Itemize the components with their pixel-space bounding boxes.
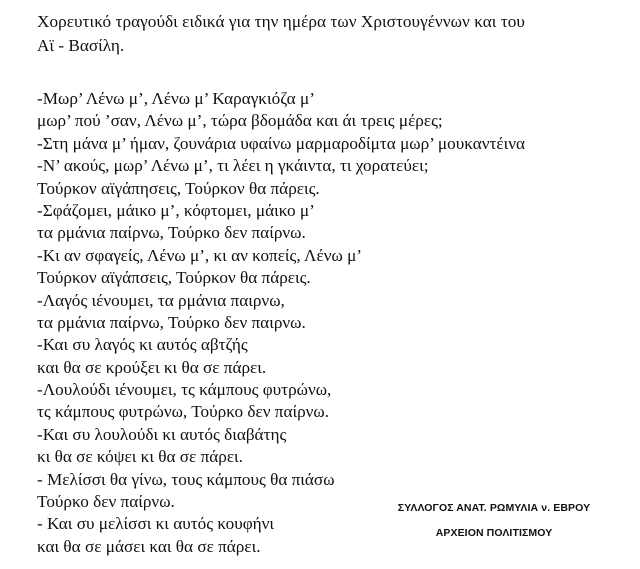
lyric-line: και θα σε κρούξει κι θα σε πάρει. — [37, 357, 267, 377]
lyric-line: και θα σε μάσει και θα σε πάρει. — [37, 536, 261, 556]
lyric-line: -Κι αν σφαγείς, Λένω μ’, κι αν κοπείς, Λένω μ’ — [37, 245, 363, 265]
lyric-line: -Λουλούδι ιένουμει, τς κάμπους φυτρώνω, — [37, 380, 332, 400]
lyric-line: -Σφάζομει, μάικο μ’, κόφτομει, μάικο μ’ — [37, 200, 315, 220]
lyric-line: - Και συ μελίσσι κι αυτός κουφήνι — [37, 514, 275, 534]
lyric-line: τα ρμάνια παίρνω, Τούρκο δεν παιρνω. — [37, 312, 306, 332]
credit-association: ΣΥΛΛΟΓΟΣ ΑΝΑΤ. ΡΩΜΥΛΙΑ ν. ΕΒΡΟΥ — [397, 502, 591, 514]
intro-paragraph — [37, 10, 632, 58]
intro-line-1: Χορευτικό τραγούδι ειδικά για την ημέρα των Χριστουγέννων και του — [37, 12, 525, 31]
lyric-line: -Και συ λαγός κι αυτός αβτζής — [37, 335, 248, 355]
lyric-line: - Μελίσσι θα γίνω, τους κάμπους θα πιάσω — [37, 469, 335, 489]
lyric-line: -Μωρ’ Λένω μ’, Λένω μ’ Καραγκιόζα μ’ — [37, 89, 315, 108]
intro-line-2: Αϊ - Βασίλη. — [37, 36, 125, 55]
lyric-line: τς κάμπους φυτρώνω, Τούρκο δεν παίρνω. — [37, 402, 330, 422]
credit-archive: ΑΡΧΕΙΟΝ ΠΟΛΙΤΙΣΜΟΥ — [435, 527, 553, 539]
lyric-line: -Στη μάνα μ’ ήμαν, ζουνάρια υφαίνω μαρμαροδίμτα μωρ’ μουκαντέινα — [37, 133, 526, 153]
lyric-line: κι θα σε κόψει κι θα σε πάρει. — [37, 447, 243, 467]
lyric-line: -Και συ λουλούδι κι αυτός διαβάτης — [37, 424, 287, 444]
song-lyrics — [37, 88, 637, 558]
lyric-line: Τούρκο δεν παίρνω. — [37, 492, 175, 512]
lyric-line: Τούρκον αϊγάπησεις, Τούρκον θα πάρεις. — [37, 178, 320, 198]
lyric-line: -Λαγός ιένουμει, τα ρμάνια παιρνω, — [37, 290, 285, 310]
lyric-line: τα ρμάνια παίρνω, Τούρκο δεν παίρνω. — [37, 223, 306, 243]
lyric-line: Τούρκον αϊγάπσεις, Τούρκον θα πάρεις. — [37, 268, 311, 288]
lyric-line: -Ν’ ακούς, μωρ’ Λένω μ’, τι λέει η γκάιντα, τι χορατεύει; — [37, 156, 429, 176]
lyric-line: μωρ’ πού ’σαν, Λένω μ’, τώρα βδομάδα και άι τρεις μέρες; — [37, 111, 443, 131]
